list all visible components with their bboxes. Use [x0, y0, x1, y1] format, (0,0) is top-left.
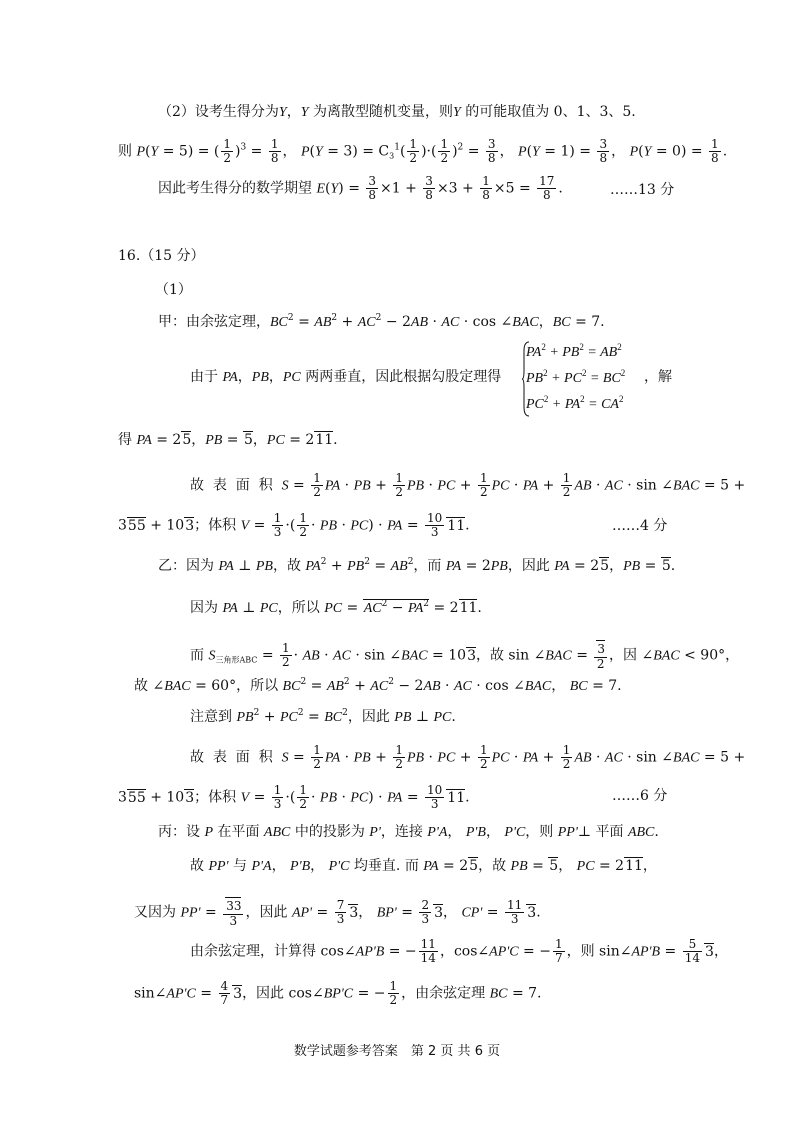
jia-score: ……4 分 — [612, 518, 668, 534]
system-eq-3: $PC^2 + PA^2 = CA^2$ — [526, 394, 624, 412]
jia-line2-post: ，解 — [644, 369, 672, 385]
jia-line4: 故 表 面 积 S = $\frac{1}{2}$ PA · PB + $\frac{1}{2}$ PB · PC + $\frac{1}{2}$ PC · PA + $\frac{1}{2}$ AB · AC · sin ∠BAC = 5 + — [190, 471, 746, 499]
bing-line5: sin∠AP'C = $\frac{4}{7}$ 3，因此 cos∠BP'C = − $\frac{1}{2}$ ，由余弦定理 BC = 7. — [134, 979, 542, 1007]
equation-system — [526, 340, 625, 418]
system-eq-1: $PA^2 + PB^2 = AB^2$ — [526, 342, 622, 360]
yi-line4: 故 ∠BAC = 60°，所以 $BC^2 = AB^2 + AC^2 - 2AB$ · AC · cos ∠BAC， BC = 7. — [134, 677, 622, 694]
page-footer: 数学试题参考答案 第 2 页 共 6 页 — [293, 1044, 501, 1059]
jia-line3: 得 PA = 25，PB = 5，PC = 211. — [118, 432, 338, 448]
yi-line1: 乙：因为 PA ⊥ PB，故 $PA^2 + PB^2 = AB^2$，而 PA = 2PB，因此 PA = 25，PB = 5. — [158, 557, 676, 574]
q16-header: 16.（15 分） — [118, 248, 205, 264]
q16-part1-label: （1） — [155, 282, 192, 298]
jia-line2-pre: 由于 PA，PB，PC 两两垂直，因此根据勾股定理得 — [190, 369, 502, 385]
bing-line4: 由余弦定理，计算得 cos∠AP'B = − $\frac{11}{14}$ ，cos∠AP'C = − $\frac{1}{7}$ ，则 sin∠AP'B = $\frac{5}{14}$ 3， — [190, 937, 728, 965]
yi-score: ……6 分 — [612, 788, 668, 804]
jia-line5: 355 + 103；体积 V = $\frac{1}{3}$ ·( $\frac{1}{2}$ · PB · PC) · PA = $\frac{10}{3}$ 11. — [118, 511, 470, 539]
yi-line6: 故 表 面 积 S = $\frac{1}{2}$ PA · PB + $\frac{1}{2}$ PB · PC + $\frac{1}{2}$ PC · PA + $\frac{1}{2}$ AB · AC · sin ∠BAC = 5 + — [190, 743, 746, 771]
part2-probabilities: 则 P(Y = 5) = ( $\frac{1}{2}$ )$^3$ = $\frac{1}{8}$ ， $P(Y = 3) = C_3^1$( $\frac{1}{2}$ )·( $\frac{1}{2}$ )$^2$ = $\frac{3}{8}$ ， P(Y = 1) = $\frac{3}{8}$ ， P(Y = 0) = $\frac{1}{8}$ . — [118, 137, 728, 165]
bing-line3: 又因为 PP' = $\frac{33}{3}$ ，因此 AP' = $\frac{7}{3}$ 3， BP' = $\frac{2}{3}$ 3， CP' = $\frac{11}{3}$ 3. — [134, 898, 541, 928]
bing-line1: 丙：设 P 在平面 ABC 中的投影为 P'，连接 P'A， P'B， P'C，则 PP'⊥ 平面 ABC. — [158, 824, 659, 840]
yi-line2: 因为 PA ⊥ PC，所以 PC = $AC^2 - PA^2 = 211$. — [190, 599, 482, 616]
bing-line2: 故 PP' 与 P'A， P'B， P'C 均垂直. 而 PA = 25，故 PB = 5， PC = 211， — [190, 858, 657, 874]
yi-line3: 而 $S_{三角形ABC}$ = $\frac{1}{2}$ · AB · AC · sin ∠BAC = 103，故 sin ∠BAC = $\frac{3}{2}$ ，因 ∠BAC < 90°， — [190, 641, 740, 671]
part2-score: ……13 分 — [610, 182, 675, 198]
part2-expectation: 因此考生得分的数学期望 E(Y) = $\frac{3}{8}$ ×1 + $\frac{3}{8}$ ×3 + $\frac{1}{8}$ ×5 = $\frac{17}{8}$ . — [158, 174, 563, 202]
jia-line1: 甲：由余弦定理，$BC^2 = AB^2 + AC^2 - 2AB$ · AC · cos ∠BAC，BC = 7. — [158, 313, 605, 330]
yi-line7: 355 + 103；体积 V = $\frac{1}{3}$ ·( $\frac{1}{2}$ · PB · PC) · PA = $\frac{10}{3}$ 11. — [118, 783, 470, 811]
system-eq-2: $PB^2 + PC^2 = BC^2$ — [526, 368, 626, 386]
part2-intro: （2）设考生得分为Y，Y 为离散型随机变量，则Y 的可能取值为 0、1、3、5. — [158, 104, 636, 120]
yi-line5: 注意到 $PB^2 + PC^2 = BC^2$，因此 PB ⊥ PC. — [190, 708, 456, 725]
